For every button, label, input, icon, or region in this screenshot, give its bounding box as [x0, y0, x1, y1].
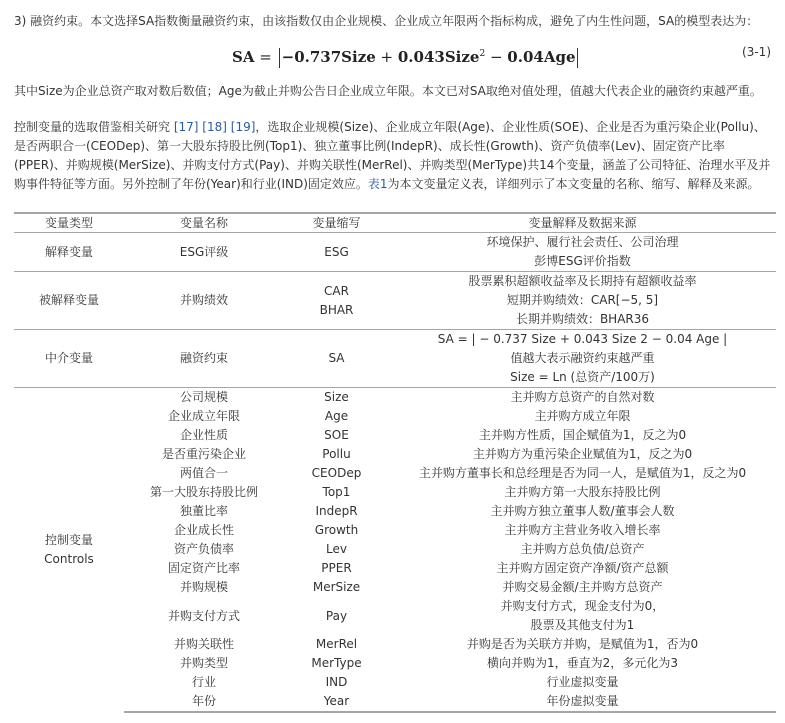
- cell-desc: 主并购方总资产的自然对数: [510, 390, 655, 404]
- cell-type: 被解释变量: [14, 272, 124, 330]
- type-line: 控制变量: [44, 533, 93, 547]
- table-row-control: [14, 597, 776, 635]
- eq-plus: +: [375, 48, 398, 66]
- eq-term-size2: 0.043Size: [397, 48, 480, 66]
- cell-abbr: Lev: [326, 542, 347, 556]
- cell-desc: [389, 233, 776, 272]
- abbr-line: BHAR: [319, 302, 354, 317]
- cell-abbr: SA: [284, 330, 389, 388]
- cell-desc: 并购交易金额/主并购方总资产: [502, 580, 663, 594]
- cell-name: 公司规模: [179, 390, 228, 404]
- cell-desc: 主并购方主营业务收入增长率: [504, 523, 661, 537]
- cell-name: 并购类型: [179, 656, 228, 670]
- desc-line: Size = Ln (总资产/100万): [510, 370, 655, 384]
- cell-name: 固定资产比率: [167, 561, 240, 575]
- table-row-control: [14, 692, 776, 712]
- table-header-row: [14, 213, 776, 233]
- reference-link-18[interactable]: [18]: [202, 120, 227, 134]
- cell-name: 第一大股东持股比例: [149, 485, 258, 499]
- table-row-esg: [14, 233, 776, 272]
- cell-type: 解释变量: [14, 233, 124, 272]
- cell-desc: 横向并购为1，垂直为2，多元化为3: [487, 656, 678, 670]
- cell-name: 是否重污染企业: [161, 447, 246, 461]
- cell-abbr: Pollu: [322, 447, 351, 461]
- cell-abbr: MerSize: [312, 580, 361, 594]
- cell-desc: 主并购方董事长和总经理是否为同一人，是赋值为1，反之为0: [418, 466, 747, 480]
- table-row-control: [14, 407, 776, 426]
- cell-name: ESG评级: [124, 233, 284, 272]
- cell-abbr: Age: [324, 409, 349, 423]
- desc-line: SA = | − 0.737 Size + 0.043 Size 2 − 0.04 Age |: [437, 332, 728, 346]
- paragraph-size-age-definition: 其中Size为企业总资产取对数后数值；Age为截止并购公告日企业成立年限。本文已对SA取绝对值处理，值越大代表企业的融资约束越严重。: [14, 84, 762, 98]
- cell-name: 资产负债率: [173, 542, 234, 556]
- cell-abbr: CEODep: [311, 466, 362, 480]
- table-row-control: [14, 654, 776, 673]
- cell-name: 两值合一: [179, 466, 228, 480]
- table-row-control: [14, 388, 776, 408]
- cell-type-controls: [14, 388, 124, 713]
- cell-abbr: Growth: [314, 523, 359, 537]
- cell-desc: [389, 597, 776, 635]
- cell-name: 融资约束: [124, 330, 284, 388]
- cell-name: 企业成立年限: [167, 409, 240, 423]
- cell-name: 企业性质: [179, 428, 228, 442]
- desc-line: 股票及其他支付为1: [530, 618, 635, 632]
- desc-line: 环境保护、履行社会责任、公司治理: [486, 235, 679, 249]
- cell-name: 独董比率: [179, 504, 228, 518]
- abbr-line: CAR: [324, 283, 349, 298]
- eq-minus: −: [485, 48, 508, 66]
- desc-line: 股票累积超额收益率及长期持有超额收益率: [468, 274, 697, 288]
- control-text-2: ，选取企业规模(Size)、企业成立年限(Age)、企业性质(SOE)、企业是否为重污染企业(Pollu)、是否两职合一(CEODep)、第一大股东持股比例(Top1)、独立董事比例(IndepR)、成长性(Growth)、资产负债率(Lev)、固定资产比率(PPER)、并购规模(MerSize)、并购支付方式(Pay)、并购关联性(MerRel)、并购类型(MerType)共14个变量，涵盖了公司特征、治理水平及并购事件特征等方面。另外控制了年份(Year)和行业(IND)固定效应。: [14, 120, 771, 191]
- sa-equation: [0, 42, 785, 68]
- table-row-control: [14, 502, 776, 521]
- control-text-1: 控制变量的选取借鉴相关研究: [14, 120, 174, 134]
- paragraph-control-variables: [14, 118, 776, 194]
- cell-desc: 并购是否为关联方并购，是赋值为1，否为0: [466, 637, 699, 651]
- table-row-control: [14, 521, 776, 540]
- cell-name: 并购关联性: [173, 637, 234, 651]
- cell-abbr: PPER: [321, 561, 352, 575]
- cell-desc: [389, 272, 776, 330]
- cell-abbr: Top1: [322, 485, 351, 499]
- cell-name: 企业成长性: [173, 523, 234, 537]
- table-row-control: [14, 673, 776, 692]
- table-row-control: [14, 578, 776, 597]
- desc-line: 长期并购绩效：BHAR36: [515, 312, 650, 326]
- cell-abbr: SOE: [324, 428, 349, 442]
- cell-desc: 主并购方固定资产净额/资产总额: [496, 561, 669, 575]
- eq-term-age: 0.04Age: [507, 48, 576, 66]
- header-variable-abbr: 变量缩写: [284, 213, 389, 233]
- cell-desc: 主并购方性质，国企赋值为1，反之为0: [478, 428, 687, 442]
- cell-abbr: IndepR: [315, 504, 358, 518]
- cell-desc: 主并购方成立年限: [534, 409, 631, 423]
- control-text-3: 为本文变量定义表，详细列示了本文变量的名称、缩写、解释及来源。: [387, 177, 760, 191]
- abs-bar-right: [577, 48, 578, 68]
- header-variable-type: 变量类型: [14, 213, 124, 233]
- table-row-control: [14, 540, 776, 559]
- table-row-performance: [14, 272, 776, 330]
- desc-line: 彭博ESG评价指数: [534, 254, 631, 268]
- cell-desc: [389, 330, 776, 388]
- table-row-control: [14, 483, 776, 502]
- eq-sign: =: [259, 48, 272, 66]
- cell-abbr: MerRel: [315, 637, 358, 651]
- table-row-control: [14, 464, 776, 483]
- cell-name: 年份: [124, 692, 284, 712]
- cell-desc: 年份虚拟变量: [389, 692, 776, 712]
- cell-name: 并购绩效: [124, 272, 284, 330]
- cell-type: 中介变量: [14, 330, 124, 388]
- header-variable-desc: 变量解释及数据来源: [389, 213, 776, 233]
- eq-superscript: 2: [479, 49, 486, 59]
- abs-bar-left: [279, 48, 280, 68]
- cell-desc: 行业虚拟变量: [546, 675, 619, 689]
- cell-abbr: [284, 272, 389, 330]
- cell-desc: 主并购方第一大股东持股比例: [504, 485, 661, 499]
- table-row-control: [14, 426, 776, 445]
- table-row-control: [14, 559, 776, 578]
- table-row-sa: [14, 330, 776, 388]
- eq-term-size: −0.737Size: [281, 48, 376, 66]
- reference-link-19[interactable]: [19]: [230, 120, 256, 134]
- desc-line: 并购支付方式，现金支付为0，: [500, 599, 665, 613]
- header-variable-name: 变量名称: [124, 213, 284, 233]
- eq-lhs: SA: [232, 48, 255, 66]
- cell-desc: 主并购方总负债/总资产: [520, 542, 645, 556]
- table-1-link[interactable]: 表1: [367, 177, 388, 191]
- cell-name: 行业: [191, 675, 216, 689]
- cell-abbr: MerType: [311, 656, 362, 670]
- cell-abbr: Size: [324, 390, 349, 404]
- cell-abbr: ESG: [284, 233, 389, 272]
- reference-link-17[interactable]: [17]: [173, 120, 199, 134]
- cell-abbr: Year: [284, 692, 389, 712]
- type-line: Controls: [44, 552, 94, 566]
- table-row-control: [14, 445, 776, 464]
- variable-definition-table: [14, 212, 776, 713]
- desc-line: 短期并购绩效：CAR[−5, 5]: [506, 293, 659, 307]
- cell-desc: 主并购方独立董事人数/董事会人数: [490, 504, 675, 518]
- paragraph-sa-intro: 3) 融资约束。本文选择SA指数衡量融资约束，由该指数仅由企业规模、企业成立年限两个指标构成，避免了内生性问题，SA的模型表达为：: [14, 14, 759, 28]
- cell-abbr: IND: [325, 675, 348, 689]
- desc-line: 值越大表示融资约束越严重: [510, 351, 655, 365]
- cell-abbr: Pay: [325, 608, 348, 623]
- table-row-control: [14, 635, 776, 654]
- cell-name: 并购支付方式: [167, 608, 240, 623]
- equation-number: (3-1): [742, 45, 771, 59]
- cell-name: 并购规模: [179, 580, 228, 594]
- cell-desc: 主并购方为重污染企业赋值为1，反之为0: [472, 447, 693, 461]
